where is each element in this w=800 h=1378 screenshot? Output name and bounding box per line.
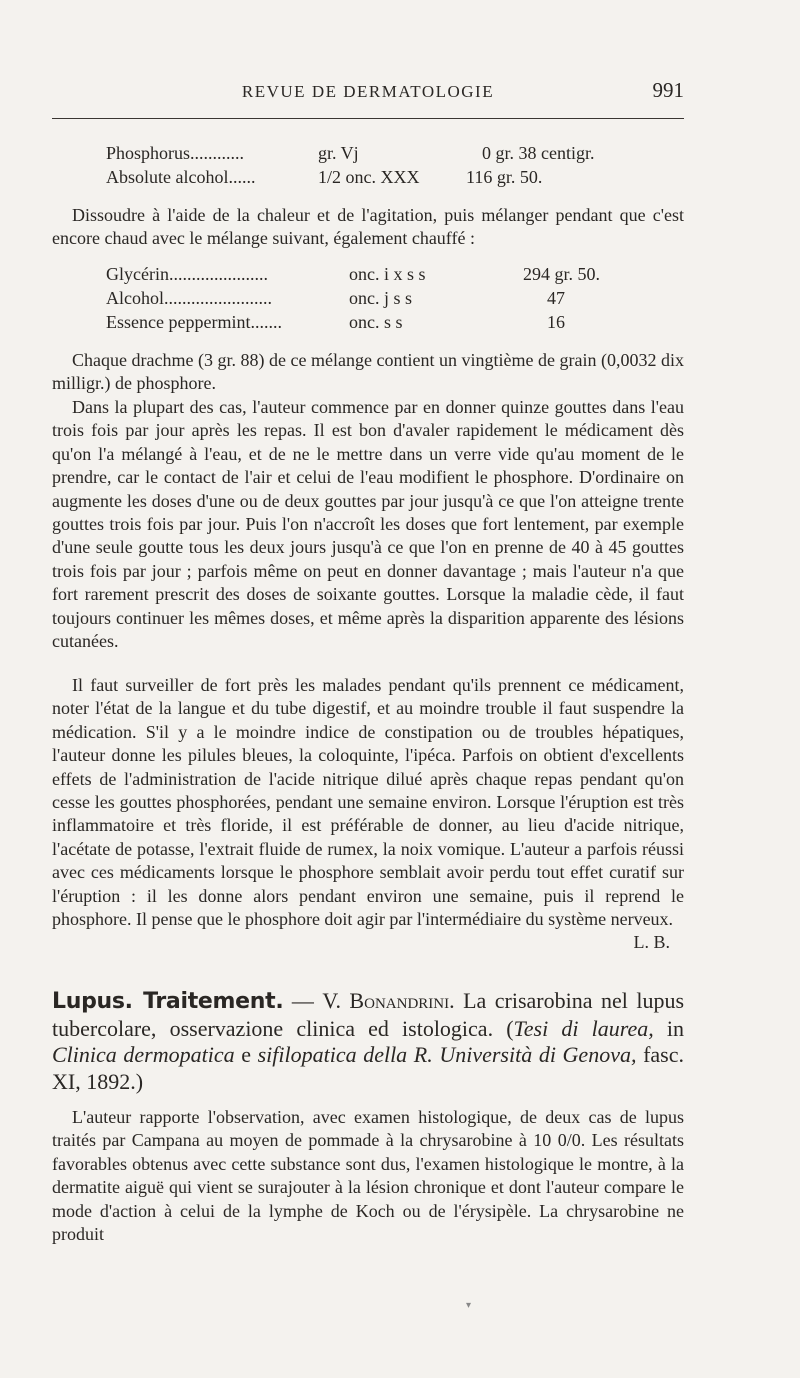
ingredient-metric: 16 [547,312,565,332]
work-title: La crisarobina nel lupus tubercolare, osservazione clinica ed istologica. ( [52,988,685,1041]
ingredient-dose: onc. s s [349,312,403,332]
header-rule [52,118,684,119]
author-name: V. Bonandrini. [322,988,455,1013]
dash: — [283,988,323,1013]
ingredient-name: Absolute alcohol...... [106,167,256,187]
abstract-paragraph: L'auteur rapporte l'observation, avec examen histologique, de deux cas de lupus traités par Campana au moyen de pommade à la chrysarobine à 10 0/0. Les résultats favorables obtenus avec cette substance sont dus, l'examen histologique le montre, à la dermatite aiguë qui vient se surajouter à la lésion chronique et dont l'auteur compare le mode d'action à celui de la lymphe de Koch ou de l'érysipèle. La chrysarobine ne produit [52,1107,684,1245]
thesis-label: Tesi di laurea, [513,1015,654,1041]
ingredient-name: Alcohol........................ [106,288,272,308]
ingredient-metric: 47 [547,288,565,308]
ingredient-dose: onc. j s s [349,288,412,308]
ingredient-dose: gr. Vj [318,143,359,163]
ingredient-name: Phosphorus............ [106,143,245,163]
paragraph: Chaque drachme (3 gr. 88) de ce mélange contient un vingtième de grain (0,0032 dix milligr.) de phosphore. [52,350,684,394]
journal-name: Clinica dermopatica [52,1042,235,1067]
running-head [52,78,684,108]
running-title: REVUE DE DERMATOLOGIE [241,82,495,101]
ingredient-metric: 294 gr. 50. [523,264,601,284]
ingredient-name: Glycérin...................... [106,264,268,284]
ingredient-metric: 116 gr. 50. [466,167,543,187]
ingredient-metric: 0 gr. 38 centigr. [482,143,595,163]
paragraph: Dans la plupart des cas, l'auteur commence par en donner quinze gouttes dans l'eau trois fois par jour après les repas. Il est bon d'avaler rapidement le médicament dès qu'on l'a mélangé à l'eau, et de ne le mettre dans un verre vide qu'au moment de le prendre, car le contact de l'air et celui de l'eau modifient le phosphore. D'ordinaire on augmente les doses d'une ou de deux gouttes par jour jusqu'à ce que l'on atteigne trente gouttes trois fois par jour. Puis l'on n'accroît les doses que fort lentement, par exemple d'une seule goutte tous les deux jours jusqu'à ce que l'on en prenne de 40 à 45 gouttes trois fois par jour ; parfois même on peut en donner davantage ; mais l'auteur n'a que fort rarement prescrit des doses de soixante gouttes. Lorsque la maladie cède, il faut toujours continuer les mêmes doses, et même après la disparition apparente des lésions cutanées. [52,397,684,652]
journal-name-2: sifilopatica della R. Università di Genova, [257,1042,637,1067]
ingredient-dose: 1/2 onc. XXX [318,167,420,187]
paragraph-text: Il faut surveiller de fort près les malades pendant qu'ils prennent ce médicament, noter l'état de la langue et du tube digestif, et au moindre trouble il faut suspendre la médication. S'il y a le moindre indice de constipation ou de troubles hépatiques, l'auteur donne les pilules bleues, la coloquinte, l'ipéca. Parfois on obtient d'excellents effets de l'administration de l'acide nitrique dilué après chaque repas pendant qu'on cesse les gouttes phosphorées, pendant une semaine environ. Lorsque l'éruption est très inflammatoire et très floride, il est préférable de donner, au lieu d'acide nitrique, l'acétate de potasse, l'extrait fluide de rumex, la noix vomique. L'auteur a parfois réussi avec ces médicaments lorsque le phosphore semblait avoir perdu tout effet curatif sur l'éruption : il les donne alors pendant environ une semaine, puis il reprend le phosphore. Il pense que le phosphore doit agir par l'intermédiaire du système nerveux. [52,675,684,930]
fascicle: fasc. XI, 1892.) [52,1042,684,1094]
ingredient-name: Essence peppermint....... [106,312,282,332]
page-number: 991 [652,78,684,102]
intro-paragraph: Dissoudre à l'aide de la chaleur et de l'agitation, puis mélanger pendant que c'est encore chaud avec le mélange suivant, également chauffé : [52,205,684,249]
e-word: e [234,1042,258,1067]
paragraph [52,674,684,955]
signature: L. B. [633,932,670,953]
section-heading [52,988,684,1095]
in-word: in [653,1015,684,1041]
print-speck: ▾ [466,1300,472,1311]
section-title: Lupus. Traitement. [52,989,284,1014]
ingredient-dose: onc. i x s s [349,264,426,284]
